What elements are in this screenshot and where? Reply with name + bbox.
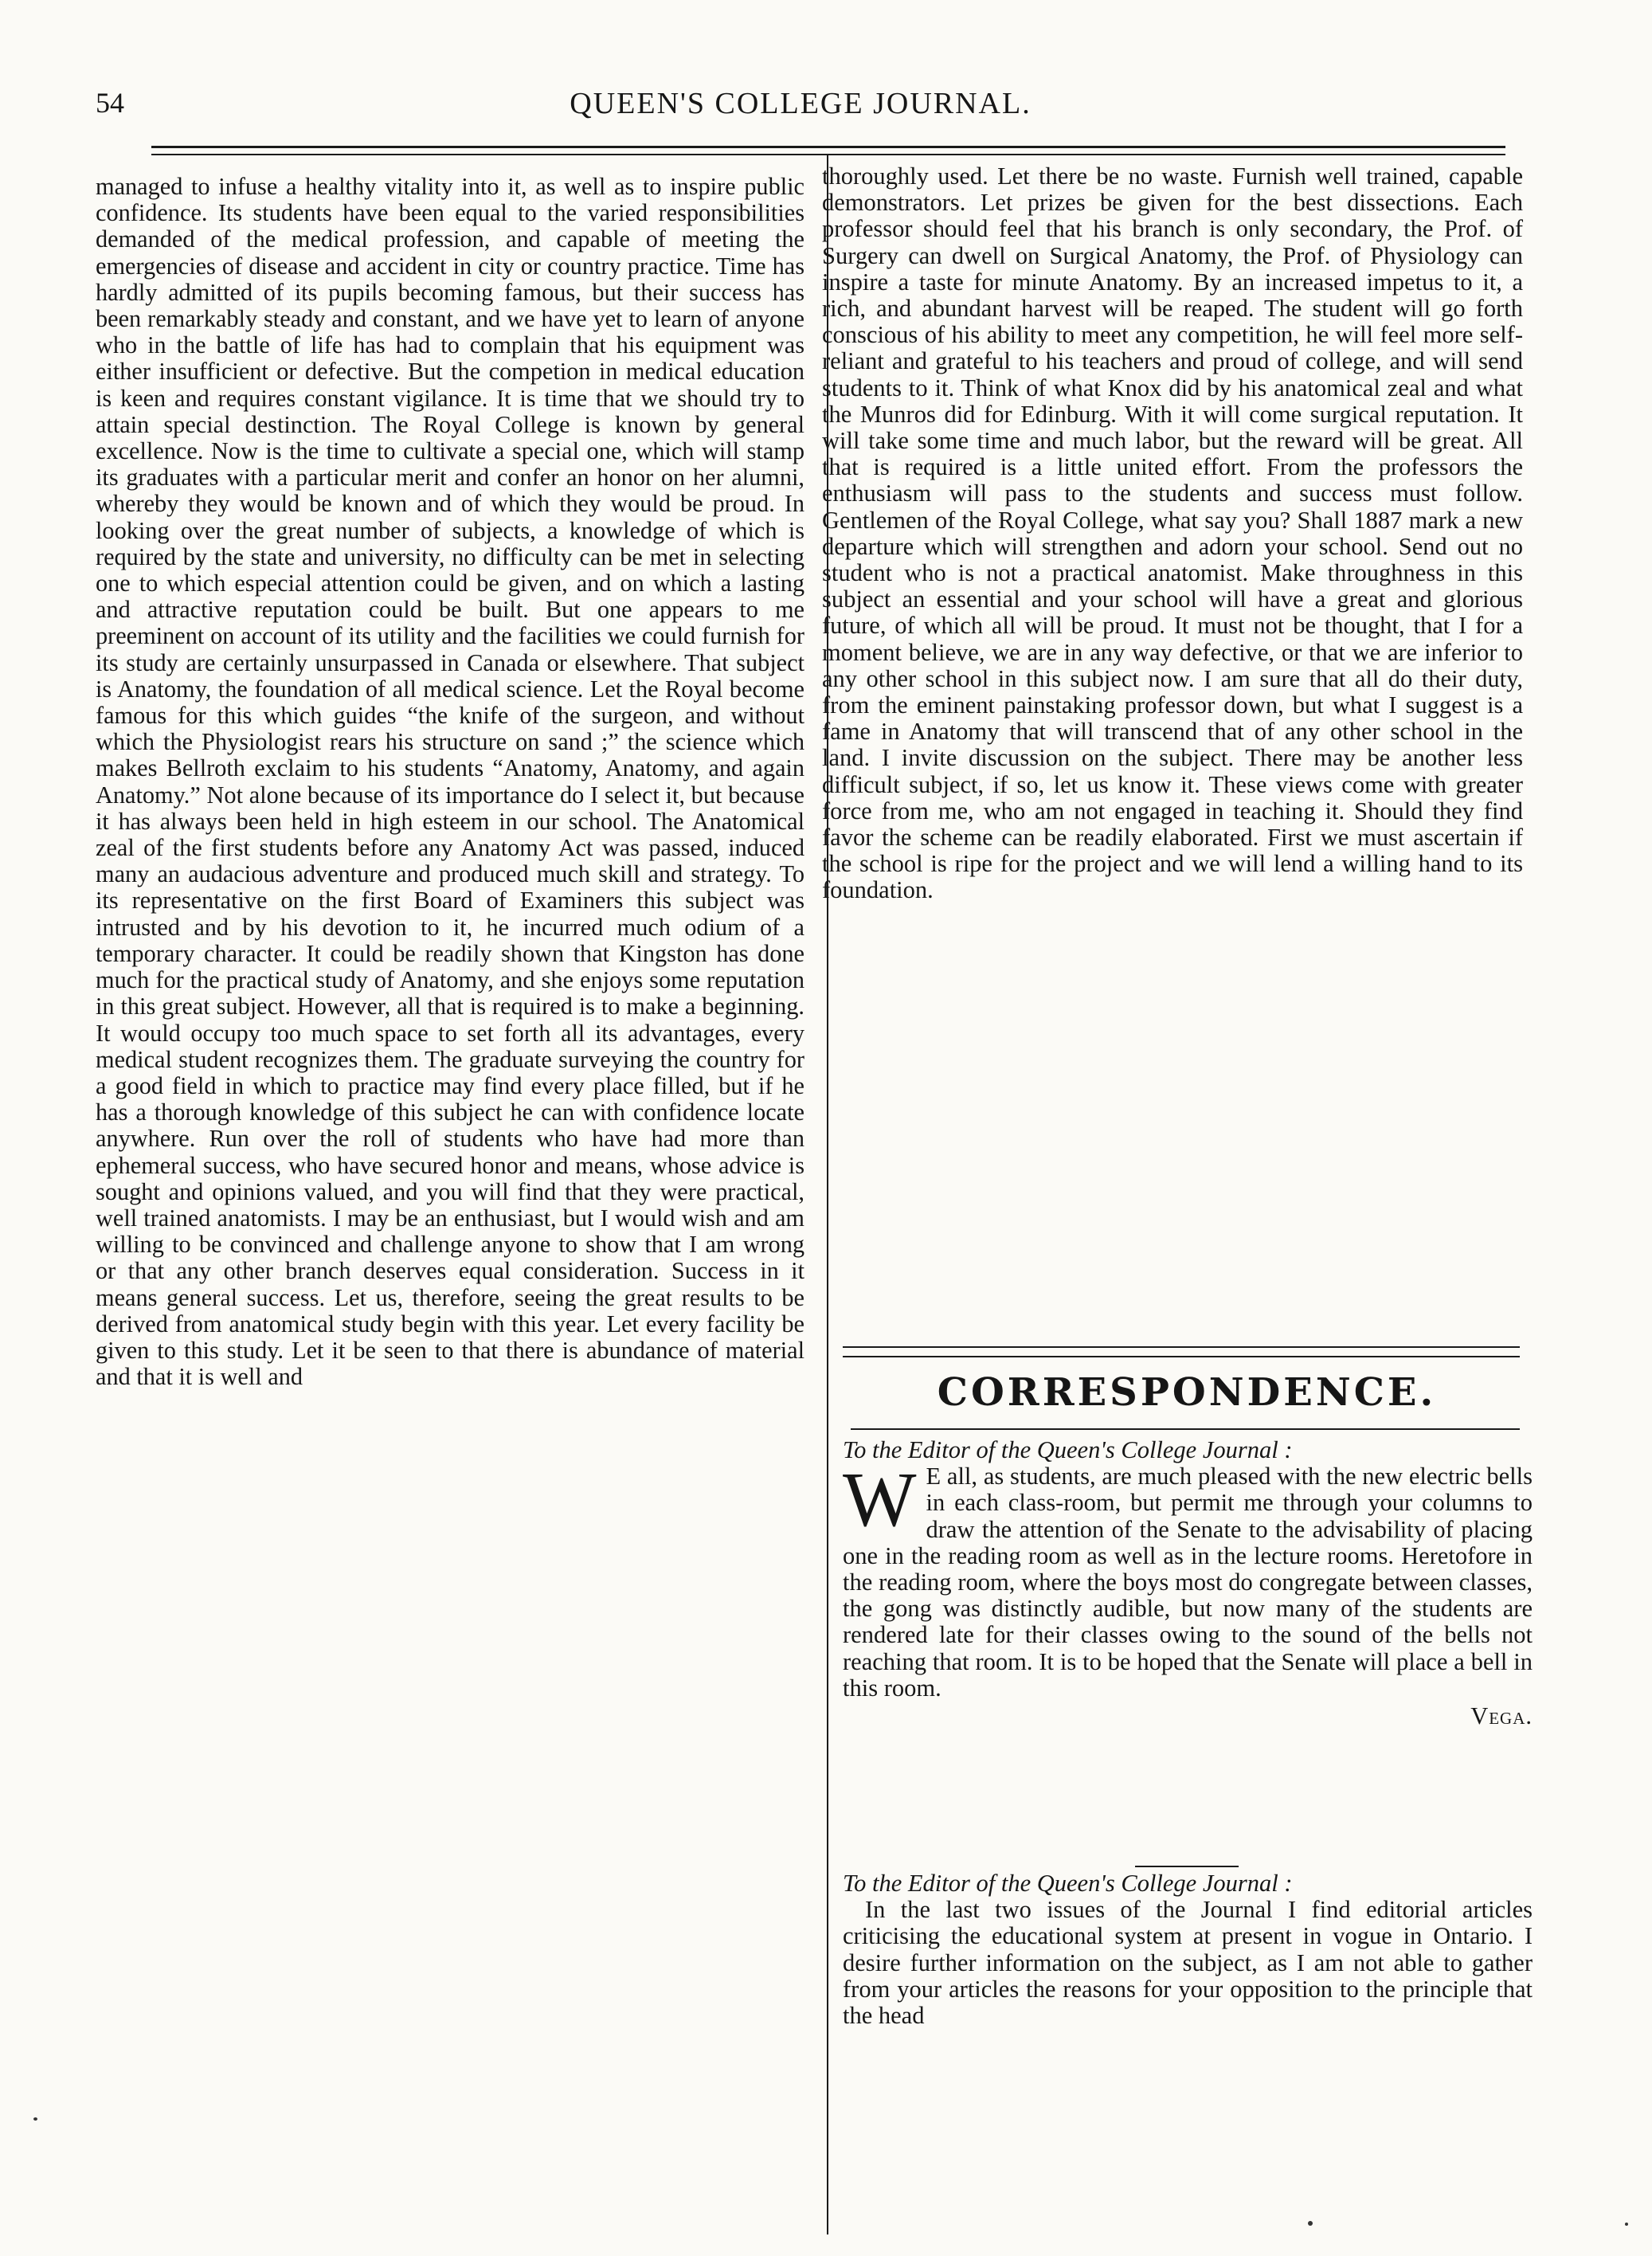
heading-underline [851, 1428, 1520, 1430]
header-rule-top [151, 146, 1505, 148]
page-number: 54 [96, 87, 124, 119]
letter-signature: Vega. [1470, 1702, 1533, 1730]
correspondence-heading: CORRESPONDENCE. [937, 1370, 1437, 1415]
left-column [96, 174, 804, 1390]
ink-speck [1625, 2223, 1628, 2226]
letter-separator [1135, 1866, 1239, 1867]
section-rule-bottom [843, 1356, 1520, 1357]
journal-title: QUEEN'S COLLEGE JOURNAL. [570, 87, 1032, 120]
letter-vega [843, 1437, 1533, 1729]
right-column [822, 163, 1523, 904]
ink-speck [33, 2117, 37, 2121]
section-rule-top [843, 1346, 1520, 1348]
letter-body [843, 1457, 1533, 1702]
letter-body-text: In the last two issues of the Journal I find editorial articles criticising the educational system at present in vogue in Ontario. I desire further information on the subject, as I am not able to gather from your articles the reasons for your opposition to the principle that the head [843, 1896, 1533, 2030]
article-paragraph-left: managed to infuse a healthy vitality into it, as well as to inspire public confidence. Its students have been equal to the varied responsibilities demanded of the medical profession, and capable of meeting the emergencies of disease and accident in city or country practice. Time has hardly admitted of its pupils becoming famous, but their success has been remarkably steady and constant, and we have yet to learn of anyone who in the battle of life has had to complain that his equipment was either insufficient or defective. But the competion in medical education is keen and requires constant vigilance. It is time that we should try to attain special destinction. The Royal College is known by general excellence. Now is the time to cultivate a special one, which will stamp its graduates with a particular merit and confer an honor on her alumni, whereby they would be known and of which they would be proud. In looking over the great number of subjects, a knowledge of which is required by the state and university, no difficulty can be met in selecting one to which especial attention could be given, and on which a lasting and attractive reputation could be built. But one appears to me preeminent on account of its utility and the facilities we could furnish for its study are certainly unsurpassed in Canada or elsewhere. That subject is Anatomy, the foundation of all medical science. Let the Royal become famous for this which guides “the knife of the surgeon, and without which the Physiologist rears his structure on sand ;” the science which makes Bellroth exclaim to his students “Anatomy, Anatomy, and again Anatomy.” Not alone because of its importance do I select it, but because it has always been held in high esteem in our school. The Anatomical zeal of the first students before any Anatomy Act was passed, induced many an audacious adventure and produced much skill and strategy. To its representative on the first Board of Examiners this subject was intrusted and by his devotion to it, he incurred much odium of a temporary character. It could be readily shown that Kingston has done much for the practical study of Anatomy, and she enjoys some reputation in this great subject. However, all that is required is to make a beginning. It would occupy too much space to set forth all its advantages, every medical student recognizes them. The graduate surveying the country for a good field in which to practice may find every place filled, but if he has a thorough knowledge of this subject he can with confidence locate anywhere. Run over the roll of students who have had more than ephemeral success, who have secured honor and means, whose advice is sought and opinions valued, and you will find that they were practical, well trained anatomists. I may be an enthusiast, but I would wish and am willing to be convinced and challenge anyone to show that I am wrong or that any other branch deserves equal consideration. Success in it means general success. Let us, therefore, seeing the great results to be derived from anatomical study begin with this year. Let every facility be given to this study. Let it be seen to that there is abundance of material and that it is well and [96, 173, 804, 1391]
header-rule-bottom [151, 154, 1505, 155]
drop-cap: W [843, 1457, 917, 1544]
letter-salutation: To the Editor of the Queen's College Journal : [843, 1436, 1293, 1463]
article-paragraph-right: thoroughly used. Let there be no waste. Furnish well trained, capable demonstrators. Let prizes be given for the best dissections. Each professor should feel that his branch is only secondary, the Prof. of Surgery can dwell on Surgical Anatomy, the Prof. of Physiology can inspire a taste for minute Anatomy. By an increased impetus to it, a rich, and abundant harvest will be reaped. The student will go forth conscious of his ability to meet any competition, he will feel more self-reliant and grateful to his teachers and proud of college, and will send students to it. Think of what Knox did by his anatomical zeal and what the Munros did for Edinburg. With it will come surgical reputation. It will take some time and much labor, but the reward will be great. All that is required is a little united effort. From the professors the enthusiasm will pass to the students and success must follow. Gentlemen of the Royal College, what say you? Shall 1887 mark a new departure which will strengthen and adorn your school. Send out no student who is not a practical anatomist. Make throughness in this subject an essential and your school will have a great and glorious future, of which all will be proud. It must not be thought, that I for a moment believe, we are in any way defective, or that we are inferior to any other school in this subject now. I am sure that all do their duty, from the eminent painstaking professor down, but what I suggest is a fame in Anatomy that will transcend that of any other school in the land. I invite discussion on the subject. There may be another less difficult subject, if so, let us know it. These views come with greater force from me, who am not engaged in teaching it. Should they find favor the scheme can be readily elaborated. First we must ascertain if the school is ripe for the project and we will lend a willing hand to its foundation. [822, 163, 1523, 904]
letter-second [843, 1870, 1533, 2029]
letter-body-text: E all, as students, are much pleased with the new electric bells in each class-room, but permit me through your columns to draw the attention of the Senate to the advisability of placing one in the reading room as well as in the lecture rooms. Heretofore in the reading room, where the boys most do congregate between classes, the gong was distinctly audible, but now many of the students are rendered late for their classes owing to the sound of the bells not reaching that room. It is to be hoped that the Senate will place a bell in this room. [843, 1463, 1533, 1702]
ink-speck [1308, 2221, 1313, 2226]
letter-salutation: To the Editor of the Queen's College Journal : [843, 1870, 1293, 1897]
page-header [96, 86, 1505, 134]
